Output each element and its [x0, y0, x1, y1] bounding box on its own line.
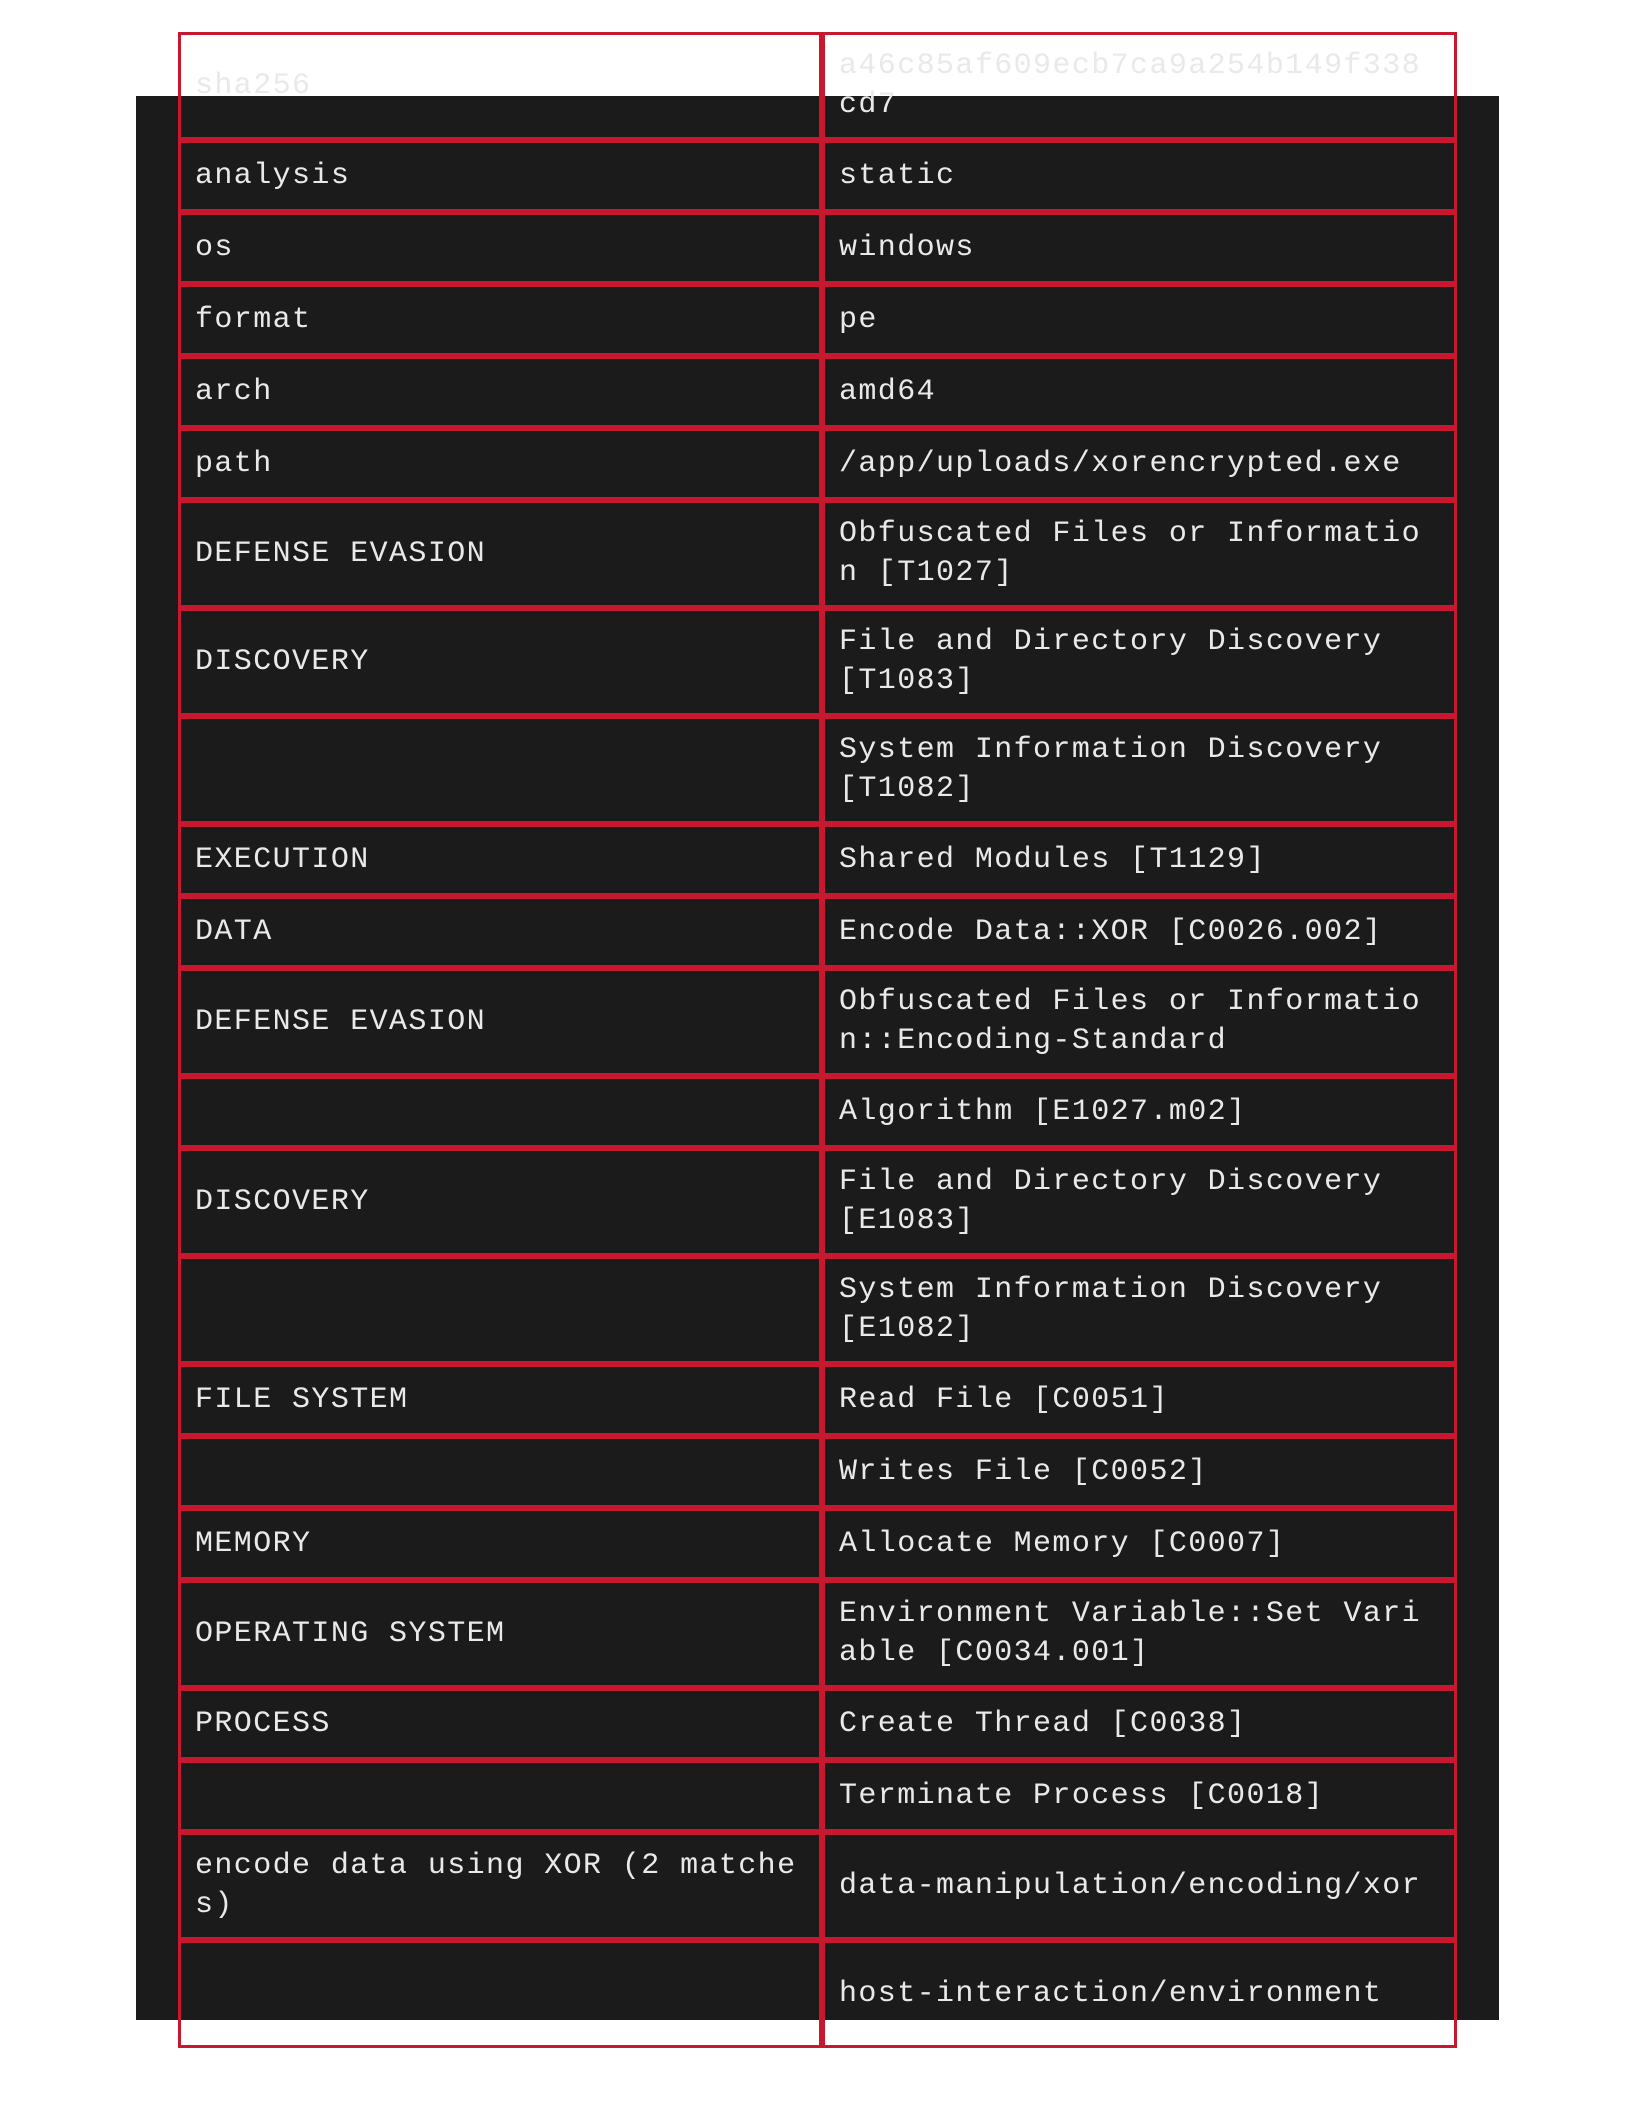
table-row — [178, 1256, 1457, 1364]
row-value: Obfuscated Files or Information [T1027] — [822, 500, 1457, 608]
row-key: OPERATING SYSTEM — [178, 1580, 822, 1688]
table-row — [178, 284, 1457, 356]
row-key — [178, 1256, 822, 1364]
row-key: DEFENSE EVASION — [178, 500, 822, 608]
table-row — [178, 824, 1457, 896]
row-key — [178, 1076, 822, 1148]
row-value: Environment Variable::Set Variable [C0034.001] — [822, 1580, 1457, 1688]
row-key: DATA — [178, 896, 822, 968]
row-value: Terminate Process [C0018] — [822, 1760, 1457, 1832]
table-row — [178, 356, 1457, 428]
row-key: MEMORY — [178, 1508, 822, 1580]
row-value: Obfuscated Files or Information::Encoding-Standard — [822, 968, 1457, 1076]
row-value: File and Directory Discovery [T1083] — [822, 608, 1457, 716]
row-key: arch — [178, 356, 822, 428]
table-row — [178, 32, 1457, 140]
row-key: DISCOVERY — [178, 1148, 822, 1256]
row-key: PROCESS — [178, 1688, 822, 1760]
row-value: windows — [822, 212, 1457, 284]
table-row — [178, 1940, 1457, 2048]
row-key: DEFENSE EVASION — [178, 968, 822, 1076]
table-row — [178, 716, 1457, 824]
table-row — [178, 1148, 1457, 1256]
row-value: Allocate Memory [C0007] — [822, 1508, 1457, 1580]
row-key — [178, 1940, 822, 2048]
table-row — [178, 896, 1457, 968]
table-row — [178, 1760, 1457, 1832]
table-row — [178, 1508, 1457, 1580]
row-value: a46c85af609ecb7ca9a254b149f338cd7 — [822, 32, 1457, 140]
row-key: os — [178, 212, 822, 284]
row-value: Encode Data::XOR [C0026.002] — [822, 896, 1457, 968]
row-key — [178, 716, 822, 824]
row-key: encode data using XOR (2 matches) — [178, 1832, 822, 1940]
table-row — [178, 428, 1457, 500]
table-row — [178, 608, 1457, 716]
row-value: Algorithm [E1027.m02] — [822, 1076, 1457, 1148]
row-value: System Information Discovery [E1082] — [822, 1256, 1457, 1364]
row-key: sha256 — [178, 32, 822, 140]
table-row — [178, 1688, 1457, 1760]
row-key: DISCOVERY — [178, 608, 822, 716]
table-row — [178, 1580, 1457, 1688]
row-value: Shared Modules [T1129] — [822, 824, 1457, 896]
analysis-results-table — [178, 32, 1457, 2048]
row-value: amd64 — [822, 356, 1457, 428]
row-key: format — [178, 284, 822, 356]
row-key: path — [178, 428, 822, 500]
table-row — [178, 1364, 1457, 1436]
row-value: Read File [C0051] — [822, 1364, 1457, 1436]
table-row — [178, 968, 1457, 1076]
table-row — [178, 1832, 1457, 1940]
row-key: EXECUTION — [178, 824, 822, 896]
row-value: pe — [822, 284, 1457, 356]
table-row — [178, 140, 1457, 212]
row-key: FILE SYSTEM — [178, 1364, 822, 1436]
row-value: host-interaction/environment — [822, 1940, 1457, 2048]
row-value: /app/uploads/xorencrypted.exe — [822, 428, 1457, 500]
report-panel — [136, 49, 1499, 2020]
row-key — [178, 1760, 822, 1832]
row-value: data-manipulation/encoding/xor — [822, 1832, 1457, 1940]
row-value: Writes File [C0052] — [822, 1436, 1457, 1508]
row-key — [178, 1436, 822, 1508]
table-row — [178, 212, 1457, 284]
row-value: static — [822, 140, 1457, 212]
table-row — [178, 500, 1457, 608]
row-value: File and Directory Discovery [E1083] — [822, 1148, 1457, 1256]
table-row — [178, 1436, 1457, 1508]
row-value: System Information Discovery [T1082] — [822, 716, 1457, 824]
row-key: analysis — [178, 140, 822, 212]
row-value: Create Thread [C0038] — [822, 1688, 1457, 1760]
table-row — [178, 1076, 1457, 1148]
